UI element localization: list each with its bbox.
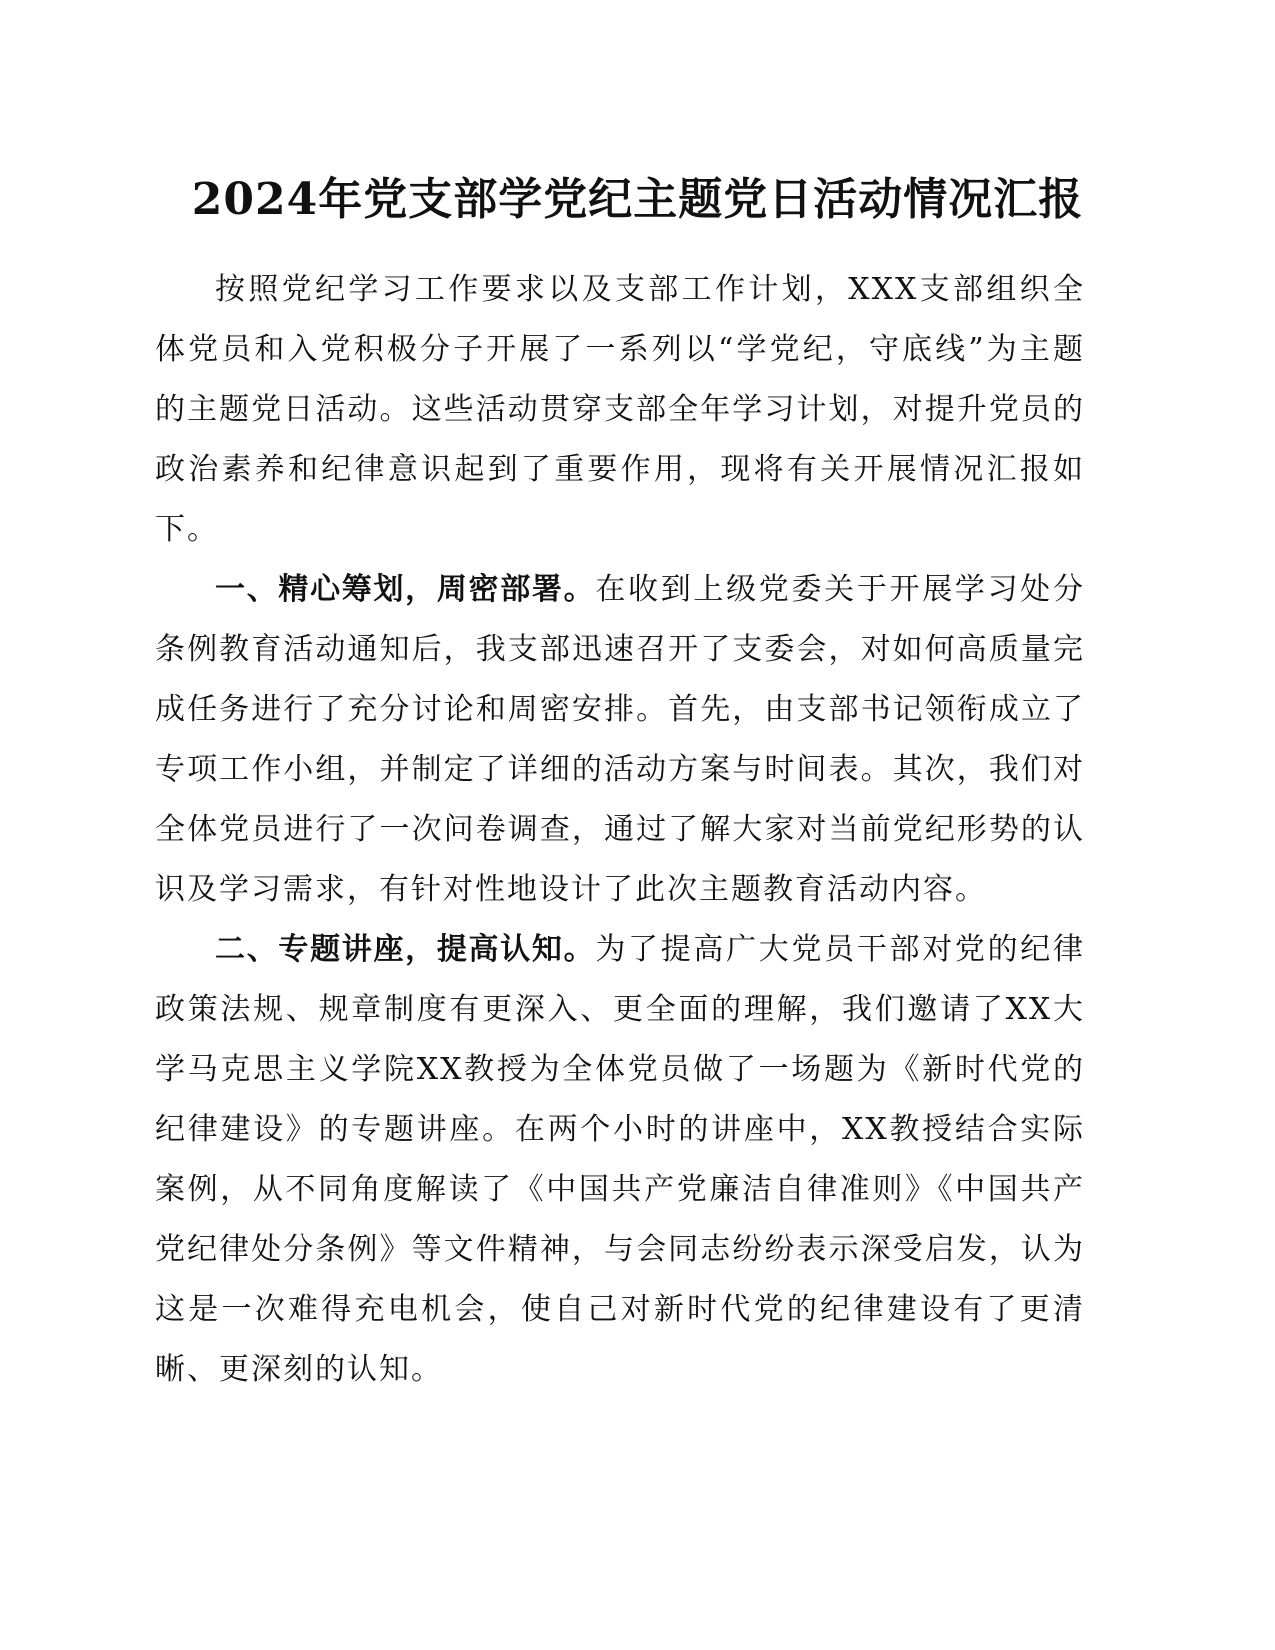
intro-paragraph [155,260,1085,560]
document-title: 2024年党支部学党纪主题党日活动情况汇报 [191,174,1084,225]
section-two-text: 为了提高广大党员干部对党的纪律政策法规、规章制度有更深入、更全面的理解，我们邀请了XX大学马克思主义学院XX教授为全体党员做了一场题为《新时代党的纪律建设》的专题讲座。在两个小时的讲座中，XX教授结合实际案例，从不同角度解读了《中国共产党廉洁自律准则》《中国共产党纪律处分条例》等文件精神，与会同志纷纷表示深受启发，认为这是一次难得充电机会，使自己对新时代党的纪律建设有了更清晰、更深刻的认知。 [155,932,1086,1387]
section-one-paragraph [155,560,1085,920]
section-two-heading: 二、专题讲座，提高认知。 [215,932,596,967]
section-one-text: 在收到上级党委关于开展学习处分条例教育活动通知后，我支部迅速召开了支委会，对如何高质量完成任务进行了充分讨论和周密安排。首先，由支部书记领衔成立了专项工作小组，并制定了详细的活动方案与时间表。其次，我们对全体党员进行了一次问卷调查，通过了解大家对当前党纪形势的认识及学习需求，有针对性地设计了此次主题教育活动内容。 [155,572,1086,907]
section-one-heading: 一、精心筹划，周密部署。 [215,572,596,607]
paragraph-text: 按照党纪学习工作要求以及支部工作计划，XXX支部组织全体党员和入党积极分子开展了一系列以“学党纪，守底线”为主题的主题党日活动。这些活动贯穿支部全年学习计划，对提升党员的政治素养和纪律意识起到了重要作用，现将有关开展情况汇报如下。 [155,272,1085,547]
section-two-paragraph [155,920,1085,1400]
document-body [155,260,1085,1400]
